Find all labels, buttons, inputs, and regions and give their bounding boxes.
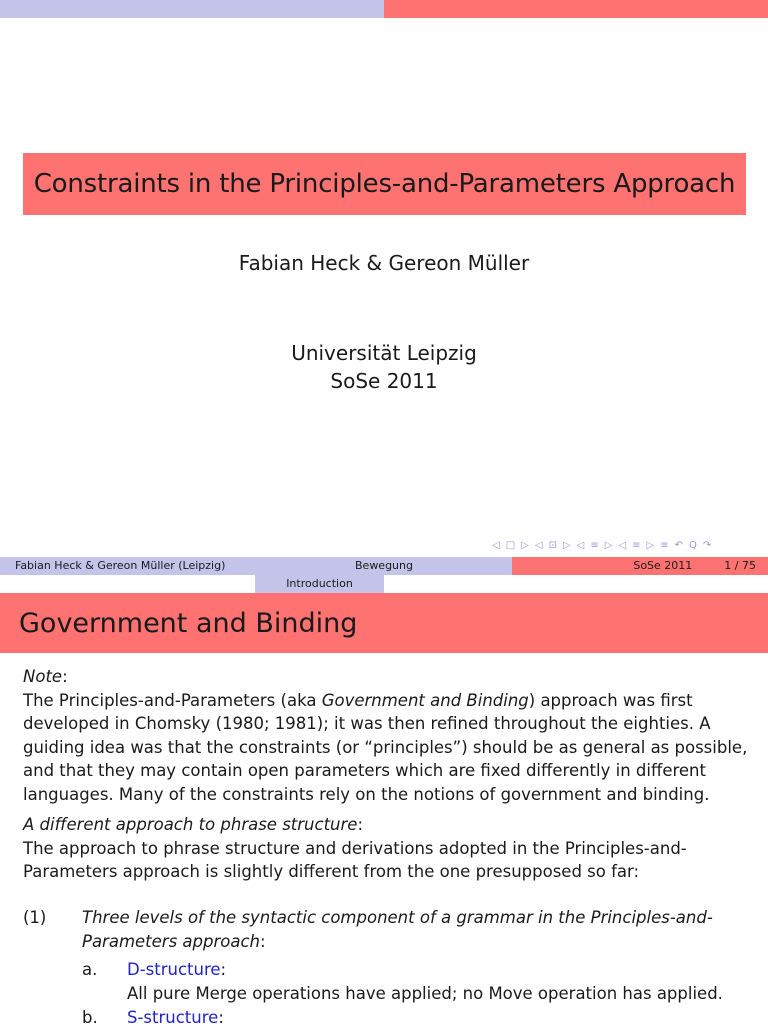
item-label: b.	[82, 1008, 98, 1024]
header-bar-right	[384, 0, 768, 18]
item-label: a.	[82, 960, 98, 979]
heading-phrase-structure: A different approach to phrase structure	[23, 815, 358, 834]
nav-prev-subsection-icon[interactable]: ◁	[576, 539, 585, 551]
list-item: b. S-structure:	[82, 1006, 753, 1024]
frame-title: Government and Binding	[0, 593, 768, 653]
nav-next-slide-icon[interactable]: ▷	[562, 539, 571, 551]
example-list	[23, 906, 753, 1024]
d-structure-term: D-structure	[127, 960, 221, 979]
nav-slide-icon[interactable]: ⊡	[548, 539, 557, 551]
nav-forward-icon[interactable]: ↷	[702, 539, 712, 551]
authors: Fabian Heck & Gereon Müller	[238, 251, 530, 275]
section-tab[interactable]: Introduction	[255, 575, 384, 593]
footer-short-title: Bewegung	[256, 557, 512, 575]
nav-next-section-icon[interactable]: ▷	[646, 539, 655, 551]
s-structure-term: S-structure	[127, 1008, 219, 1024]
slide-footer	[0, 557, 768, 575]
note-label: Note	[23, 667, 63, 686]
nav-next-subsection-icon[interactable]: ▷	[604, 539, 613, 551]
nav-frame-icon[interactable]: □	[505, 539, 516, 551]
institution-block	[0, 339, 768, 395]
nav-prev-section-icon[interactable]: ◁	[618, 539, 627, 551]
example-sublist	[82, 958, 753, 1024]
item-description: All pure Merge operations have applied; no Move operation has applied.	[127, 984, 723, 1003]
presentation-title: Constraints in the Principles-and-Parameters Approach	[33, 169, 736, 199]
example-number: (1)	[23, 908, 47, 927]
beamer-navigation[interactable]	[492, 537, 762, 553]
para2: The approach to phrase structure and derivations adopted in the Principles-and-Parameters approach is slightly different from the one presupposed so far:	[23, 838, 687, 881]
presentation-title-box	[23, 153, 746, 215]
nav-prev-slide-icon[interactable]: ◁	[534, 539, 543, 551]
para1-emphasis: Government and Binding	[321, 690, 529, 710]
example-1: (1) Three levels of the syntactic component of a grammar in the Principles-and-Parameters approach:	[23, 906, 753, 954]
header-bar	[0, 0, 768, 18]
example-title: Three levels of the syntactic component of a grammar in the Principles-and-Parameters approach	[82, 908, 713, 951]
nav-section-icon[interactable]: ≡	[632, 539, 641, 551]
footer-authors: Fabian Heck & Gereon Müller (Leipzig)	[0, 557, 256, 575]
nav-next-frame-icon[interactable]: ▷	[521, 539, 529, 551]
phrase-structure-paragraph: A different approach to phrase structure: The approach to phrase structure and derivations adopted in the Principles-and-Parameters approach is slightly different from the one presupposed so far:	[23, 815, 687, 881]
note-paragraph: Note: The Principles-and-Parameters (aka Government and Binding) approach was first developed in Chomsky (1980; 1981); it was then refined throughout the eighties. A guiding idea was that the constraints (or “principles”) should be as general as possible, and that they may contain open parameters which are fixed differently in different languages. Many of the constraints rely on the notions of government and binding.	[23, 667, 748, 804]
slide-body	[23, 665, 753, 891]
header-bar-left	[0, 0, 384, 18]
nav-outline-icon[interactable]: ≡	[660, 539, 669, 551]
nav-search-icon[interactable]: Q	[689, 539, 697, 551]
para1-end: ) approach was first developed in Chomsky (1980; 1981); it was then refined throughout the eighties. A guiding idea was that the constraints (or “principles”) should be as general as possible, and that they may contain open parameters which are fixed differently in different languages. Many of the constraints rely on the notions of government and binding.	[23, 690, 748, 804]
nav-prev-frame-icon[interactable]: ◁	[492, 539, 500, 551]
list-item: a. D-structure: All pure Merge operations have applied; no Move operation has applied.	[82, 958, 753, 1006]
nav-subsection-icon[interactable]: ≡	[590, 539, 599, 551]
footer-page-number: 1 / 75	[724, 559, 756, 572]
footer-right	[512, 557, 768, 575]
institution: Universität Leipzig	[291, 341, 477, 365]
footer-term: SoSe 2011	[633, 559, 693, 572]
para1-start: The Principles-and-Parameters (aka	[23, 690, 322, 710]
term: SoSe 2011	[330, 369, 438, 393]
nav-back-icon[interactable]: ↶	[674, 539, 684, 551]
